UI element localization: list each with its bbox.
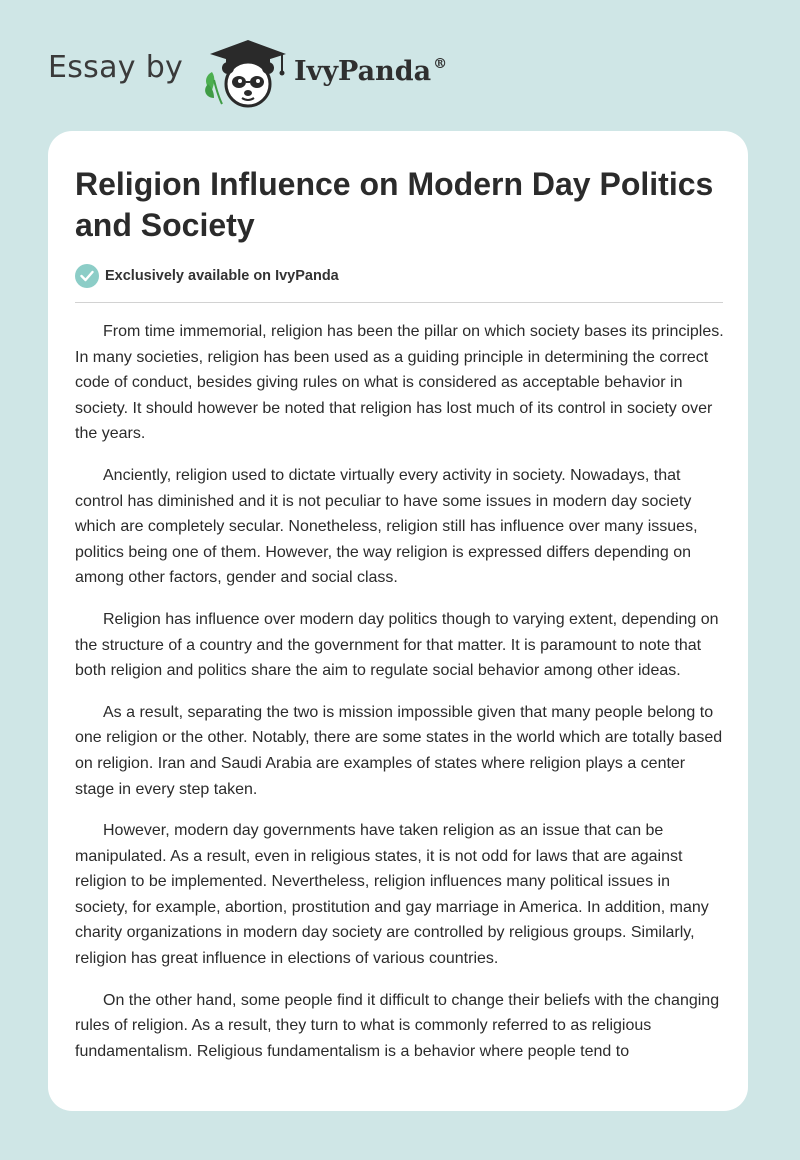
essay-card	[48, 131, 748, 1111]
panda-graduate-logo-icon[interactable]	[202, 36, 292, 108]
paragraph: Anciently, religion used to dictate virtually every activity in society. Nowadays, that control has diminished and it is not peculiar to have some issues in modern day society which are completely secular. Nonetheless, religion still has influence over many issues, politics being one of them. However, the way religion is expressed differs depending on among other factors, gender and social class.	[75, 466, 698, 587]
check-icon	[75, 264, 99, 288]
paragraph: From time immemorial, religion has been the pillar on which society bases its principles. In many societies, religion has been used as a guiding principle in determining the correct code of conduct, besides giving rules on what is considered as acceptable behavior in society. It should however be noted that religion has lost much of its control in society over the years.	[75, 323, 724, 443]
exclusive-label: Exclusively available on IvyPanda	[105, 268, 339, 284]
essay-by-label: Essay by	[48, 50, 184, 85]
site-header	[48, 36, 748, 108]
paragraph: On the other hand, some people find it difficult to change their beliefs with the changing rules of religion. As a result, they turn to what is commonly referred to as religious fundamentalism. Religious fundamentalism is a behavior where people tend to	[75, 991, 720, 1060]
paragraph: As a result, separating the two is mission impossible given that many people belong to one religion or the other. Notably, there are some states in the world which are totally based on religion. Iran and Saudi Arabia are examples of states where religion plays a center stage in every step taken.	[75, 703, 723, 798]
paragraph: However, modern day governments have taken religion as an issue that can be manipulated. As a result, even in religious states, it is not odd for laws that are against religion to be implemented. Nevertheless, religion influences many political issues in society, for example, abortion, prostitution and gay marriage in America. In addition, many charity organizations in modern day society are controlled by religious groups. Similarly, religion has great influence in elections of various countries.	[75, 822, 709, 968]
paragraph: Religion has influence over modern day politics though to varying extent, depending on the structure of a country and the government for that matter. It is paramount to note that both religion and politics share the aim to regulate social behavior among other ideas.	[75, 610, 719, 680]
page-title: Religion Influence on Modern Day Politics and Society	[75, 166, 714, 243]
registered-mark: ®	[433, 56, 448, 72]
essay-body	[75, 319, 725, 1080]
divider	[75, 302, 723, 303]
ivy-leaf-icon	[205, 72, 222, 104]
brand-name[interactable]: IvyPanda ®	[294, 56, 448, 87]
